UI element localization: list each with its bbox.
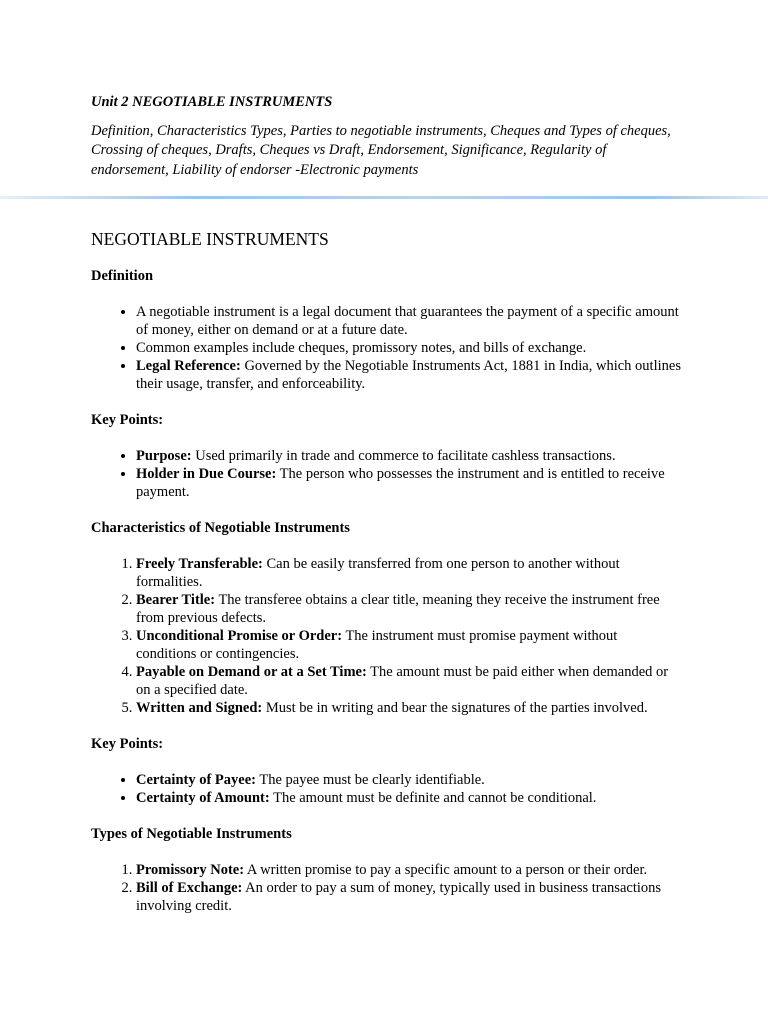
definition-heading: Definition: [91, 268, 154, 284]
list-item: [136, 357, 681, 393]
item-text: The person who possesses the instrument and is entitled to receive payment.: [136, 466, 665, 500]
item-label: Certainty of Payee:: [136, 772, 256, 788]
item-text: Must be in writing and bear the signatures of the parties involved.: [262, 700, 648, 716]
list-item: [136, 789, 681, 807]
item-text: A negotiable instrument is a legal document that guarantees the payment of a specific amount of money, either on demand or at a future date.: [136, 304, 679, 338]
list-item: [136, 771, 681, 789]
item-label: Bill of Exchange:: [136, 880, 243, 896]
key-points-list: [91, 771, 681, 807]
unit-title: Unit 2 NEGOTIABLE INSTRUMENTS: [91, 94, 333, 110]
characteristics-heading: Characteristics of Negotiable Instruments: [91, 520, 350, 536]
key-points-heading: Key Points:: [91, 412, 164, 428]
item-text: The amount must be paid either when demanded or on a specified date.: [136, 664, 669, 698]
types-list: [91, 861, 681, 915]
item-text: The amount must be definite and cannot be conditional.: [269, 790, 597, 806]
item-text: Governed by the Negotiable Instruments Act, 1881 in India, which outlines their usage, transfer, and enforceability.: [136, 358, 681, 392]
item-label: Legal Reference:: [136, 358, 241, 374]
item-label: Payable on Demand or at a Set Time:: [136, 664, 367, 680]
characteristics-list: [91, 555, 681, 717]
item-text: A written promise to pay a specific amount to a person or their order.: [244, 862, 648, 878]
item-label: Freely Transferable:: [136, 556, 263, 572]
key-points-list: [91, 447, 681, 501]
item-label: Unconditional Promise or Order:: [136, 628, 343, 644]
list-item: [136, 879, 681, 915]
unit-topics: Definition, Characteristics Types, Parties to negotiable instruments, Cheques and Types of cheques, Crossing of cheques, Drafts, Cheques vs Draft, Endorsement, Significance, Regularity of endorsement, Liability of endorser -Electronic payments: [91, 123, 671, 178]
item-text: The payee must be clearly identifiable.: [255, 772, 485, 788]
item-label: Promissory Note:: [136, 862, 245, 878]
item-label: Written and Signed:: [136, 700, 263, 716]
item-text: Common examples include cheques, promissory notes, and bills of exchange.: [136, 340, 587, 356]
item-label: Holder in Due Course:: [136, 466, 277, 482]
list-item: [136, 591, 681, 627]
list-item: [136, 303, 681, 339]
list-item: [136, 861, 681, 879]
item-text: Can be easily transferred from one person to another without formalities.: [136, 556, 620, 590]
list-item: [136, 699, 681, 717]
types-heading: Types of Negotiable Instruments: [91, 826, 292, 842]
list-item: [136, 465, 681, 501]
list-item: [136, 627, 681, 663]
item-text: An order to pay a sum of money, typically used in business transactions involving credit.: [136, 880, 662, 914]
list-item: [136, 555, 681, 591]
item-label: Certainty of Amount:: [136, 790, 270, 806]
item-text: Used primarily in trade and commerce to facilitate cashless transactions.: [191, 448, 616, 464]
section-divider: [0, 196, 768, 199]
list-item: [136, 663, 681, 699]
item-label: Purpose:: [136, 448, 192, 464]
document-body: [91, 228, 681, 933]
definition-list: [91, 303, 681, 393]
item-text: The transferee obtains a clear title, meaning they receive the instrument free from previous defects.: [136, 592, 660, 626]
list-item: [136, 447, 681, 465]
main-heading: NEGOTIABLE INSTRUMENTS: [91, 229, 329, 249]
key-points-heading: Key Points:: [91, 736, 164, 752]
item-label: Bearer Title:: [136, 592, 216, 608]
item-text: The instrument must promise payment without conditions or contingencies.: [136, 628, 618, 662]
list-item: [136, 339, 681, 357]
